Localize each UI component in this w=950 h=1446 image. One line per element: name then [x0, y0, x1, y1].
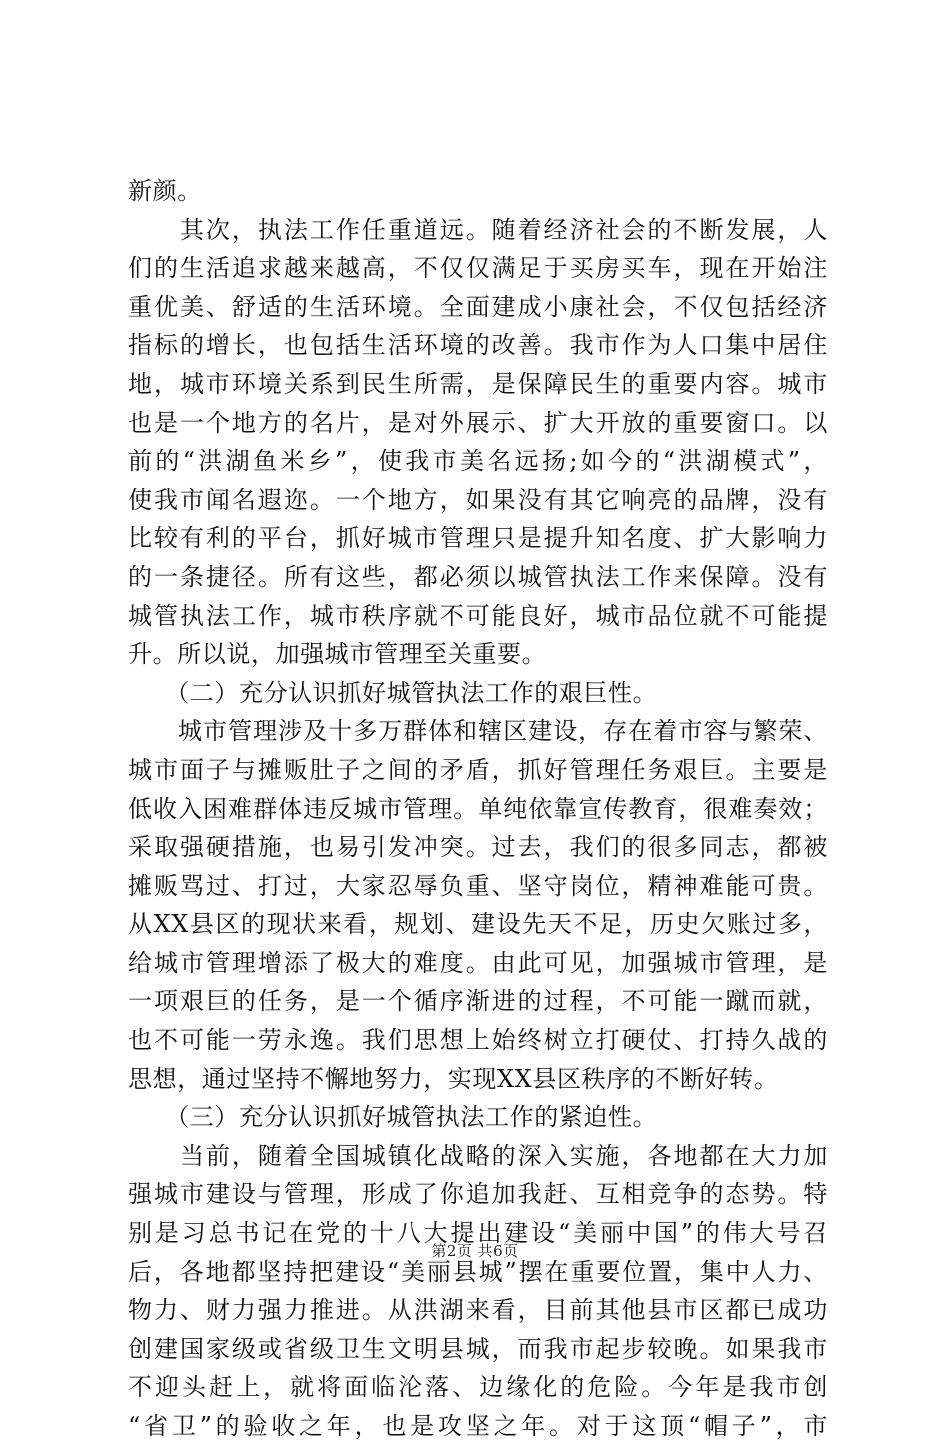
text-line: 指标的增长，也包括生活环境的改善。我市作为人口集中居住 — [128, 331, 828, 360]
text-line: 新颜。 — [128, 177, 202, 205]
page-number-footer: 第2页 共6页 — [431, 1242, 519, 1260]
text-line: 后，各地都坚持把建设“美丽县城”摆在重要位置，集中人力、 — [128, 1257, 828, 1286]
text-line: 也不可能一劳永逸。我们思想上始终树立打硬仗、打持久战的 — [128, 1026, 828, 1055]
text-line: 城管执法工作，城市秩序就不可能良好，城市品位就不可能提 — [128, 601, 828, 630]
text-line: 别是习总书记在党的十八大提出建设“美丽中国”的伟大号召 — [128, 1219, 828, 1248]
text-line: 采取强硬措施，也易引发冲突。过去，我们的很多同志，都被 — [128, 833, 828, 862]
text-line: 从XX县区的现状来看，规划、建设先天不足，历史欠账过多， — [128, 910, 828, 939]
text-line: 比较有利的平台，抓好城市管理只是提升知名度、扩大影响力 — [128, 524, 828, 553]
text-line: 城市面子与摊贩肚子之间的矛盾，抓好管理任务艰巨。主要是 — [128, 755, 828, 784]
text-line: 创建国家级或省级卫生文明县城，而我市起步较晚。如果我市 — [128, 1334, 828, 1363]
text-line: 使我市闻名遐迩。一个地方，如果没有其它响亮的品牌，没有 — [128, 485, 828, 514]
text-line: 地，城市环境关系到民生所需，是保障民生的重要内容。城市 — [128, 369, 828, 398]
text-line: 前的“洪湖鱼米乡”，使我市美名远扬;如今的“洪湖模式”， — [128, 447, 828, 476]
text-line: 不迎头赶上，就将面临沦落、边缘化的危险。今年是我市创 — [128, 1373, 828, 1402]
section-heading: （二）充分认识抓好城管执法工作的艰巨性。 — [128, 678, 658, 707]
text-line: 当前，随着全国城镇化战略的深入实施，各地都在大力加 — [128, 1141, 828, 1170]
text-line: 也是一个地方的名片，是对外展示、扩大开放的重要窗口。以 — [128, 408, 828, 437]
text-line: 一项艰巨的任务，是一个循序渐进的过程，不可能一蹴而就， — [128, 987, 828, 1016]
text-line: 城市管理涉及十多万群体和辖区建设，存在着市容与繁荣、 — [128, 717, 828, 746]
text-line: 物力、财力强力推进。从洪湖来看，目前其他县市区都已成功 — [128, 1296, 828, 1325]
text-line: 给城市管理增添了极大的难度。由此可见，加强城市管理，是 — [128, 948, 828, 977]
text-line: 摊贩骂过、打过，大家忍辱负重、坚守岗位，精神难能可贵。 — [128, 871, 828, 900]
text-line: 的一条捷径。所有这些，都必须以城管执法工作来保障。没有 — [128, 562, 828, 591]
text-line: 思想，通过坚持不懈地努力，实现XX县区秩序的不断好转。 — [128, 1064, 779, 1093]
text-line: 强城市建设与管理，形成了你追加我赶、互相竞争的态势。特 — [128, 1180, 828, 1209]
text-line: 升。所以说，加强城市管理至关重要。 — [128, 640, 547, 669]
text-line: 们的生活追求越来越高，不仅仅满足于买房买车，现在开始注 — [128, 254, 828, 283]
text-line: 其次，执法工作任重道远。随着经济社会的不断发展，人 — [128, 215, 828, 244]
section-heading: （三）充分认识抓好城管执法工作的紧迫性。 — [128, 1103, 658, 1132]
text-line: 低收入困难群体违反城市管理。单纯依靠宣传教育，很难奏效； — [128, 794, 828, 823]
text-line: “省卫”的验收之年，也是攻坚之年。对于这顶“帽子”，市 — [128, 1412, 828, 1440]
text-line: 重优美、舒适的生活环境。全面建成小康社会，不仅包括经济 — [128, 292, 828, 321]
